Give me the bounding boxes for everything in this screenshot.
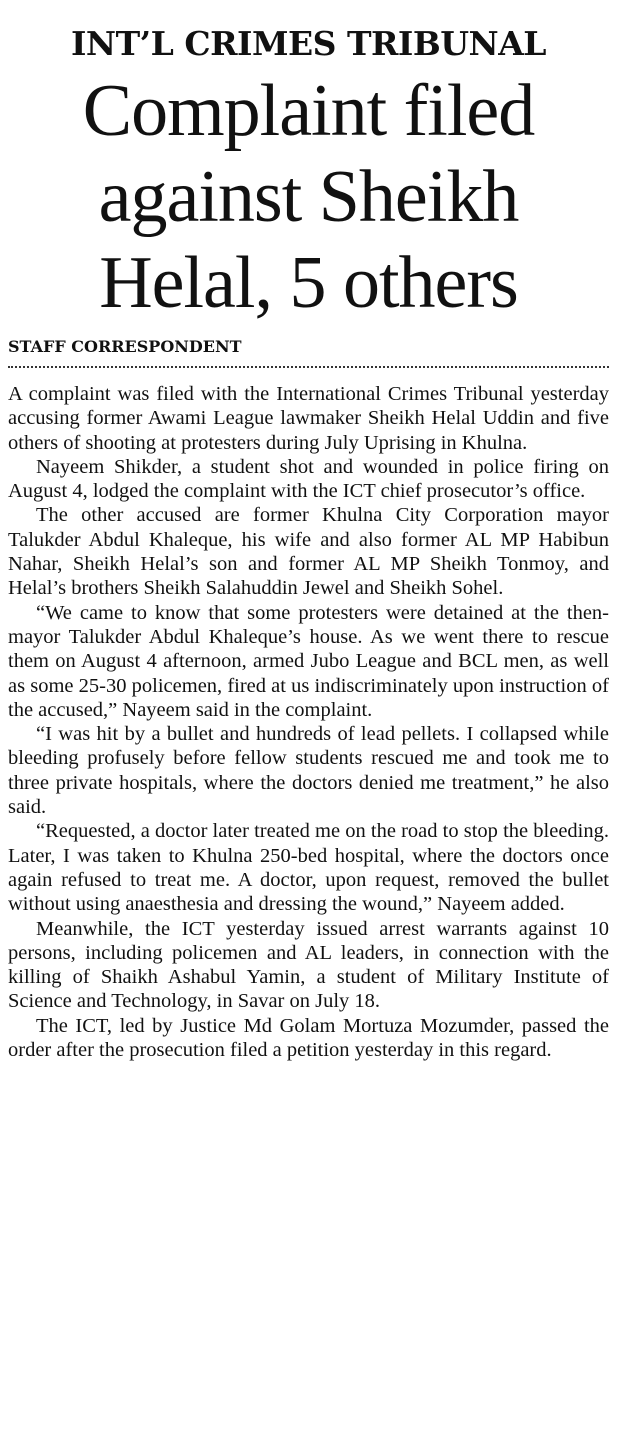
paragraph: “Requested, a doctor later treated me on the road to stop the bleeding. Later, I was taken to Khulna 250-bed hospital, where the doctors once again refused to treat me. A doctor, upon request, removed the bullet without using anaesthesia and dressing the wound,” Nayeem added. bbox=[8, 820, 609, 916]
dotted-divider bbox=[8, 366, 609, 368]
paragraph: A complaint was filed with the International Crimes Tribunal yesterday accusing former Awami League lawmaker Sheikh Helal Uddin and five others of shooting at protesters during July Uprising in Khulna. bbox=[8, 383, 609, 454]
section-kicker: INT’L CRIMES TRIBUNAL bbox=[70, 24, 547, 63]
byline: STAFF CORRESPONDENT bbox=[8, 337, 242, 356]
paragraph: Nayeem Shikder, a student shot and wounded in police firing on August 4, lodged the complaint with the ICT chief prosecutor’s office. bbox=[8, 455, 609, 503]
headline: Complaint filed against Sheikh Helal, 5 others bbox=[82, 70, 535, 324]
paragraph: “I was hit by a bullet and hundreds of lead pellets. I collapsed while bleeding profusely before fellow students rescued me and took me to three private hospitals, where the doctors denied me treatment,” he also said. bbox=[8, 723, 609, 819]
paragraph: Meanwhile, the ICT yesterday issued arrest warrants against 10 persons, including policemen and AL leaders, in connection with the killing of Shaikh Ashabul Yamin, a student of Military Institute of Science and Technology, in Savar on July 18. bbox=[8, 917, 609, 1013]
paragraph: The ICT, led by Justice Md Golam Mortuza Mozumder, passed the order after the prosecution filed a petition yesterday in this regard. bbox=[8, 1014, 609, 1062]
paragraph: The other accused are former Khulna City Corporation mayor Talukder Abdul Khaleque, his wife and also former AL MP Habibun Nahar, Sheikh Helal’s son and former AL MP Sheikh Tonmoy, and Helal’s brothers Sheikh Salahuddin Jewel and Sheikh Sohel. bbox=[8, 504, 609, 600]
paragraph: “We came to know that some protesters were detained at the then-mayor Talukder Abdul Khaleque’s house. As we went there to rescue them on August 4 afternoon, armed Jubo League and BCL men, as well as some 25-30 policemen, fired at us indiscriminately upon instruction of the accused,” Nayeem said in the complaint. bbox=[8, 601, 609, 721]
article-body bbox=[8, 382, 609, 1062]
